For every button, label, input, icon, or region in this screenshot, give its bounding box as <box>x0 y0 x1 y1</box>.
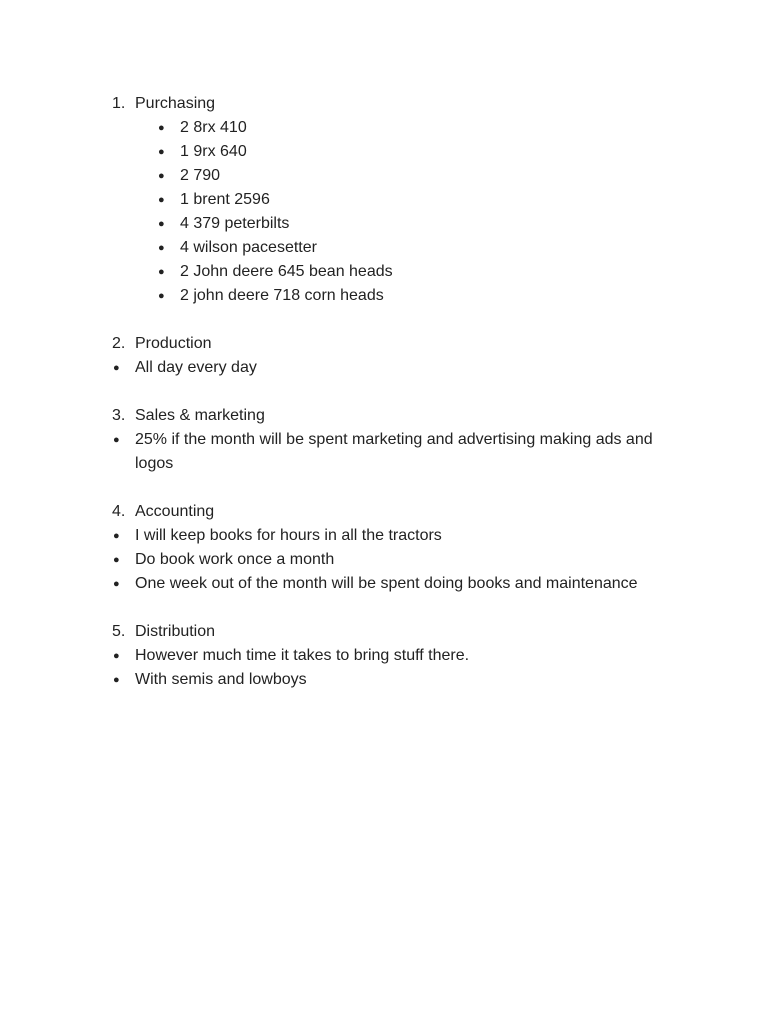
list-item-text: 25% if the month will be spent marketing and advertising making ads and logos <box>135 431 653 472</box>
bullet-icon: ● <box>113 554 120 566</box>
section-title: Purchasing <box>135 95 216 112</box>
list-item-text: All day every day <box>135 359 257 376</box>
list-item <box>0 260 768 284</box>
bullet-list <box>0 116 768 308</box>
section-sales-marketing <box>0 404 768 476</box>
list-item <box>0 116 768 140</box>
bullet-icon: ● <box>113 650 120 662</box>
document-body <box>0 92 768 716</box>
section-purchasing <box>0 92 768 308</box>
bullet-icon: ● <box>158 242 165 254</box>
bullet-icon: ● <box>158 170 165 182</box>
list-item <box>0 548 768 572</box>
bullet-list <box>0 356 768 380</box>
list-item <box>0 356 768 380</box>
list-item <box>0 668 768 692</box>
section-number: 5. <box>112 623 126 640</box>
bullet-icon: ● <box>158 266 165 278</box>
list-item-text: 2 john deere 718 corn heads <box>180 287 384 304</box>
list-item <box>0 140 768 164</box>
list-item-text: However much time it takes to bring stuff there. <box>135 647 470 664</box>
list-item-text: 1 brent 2596 <box>180 191 270 208</box>
list-item-text: 2 John deere 645 bean heads <box>180 263 393 280</box>
section-heading <box>0 500 768 524</box>
list-item <box>0 236 768 260</box>
section-heading <box>0 620 768 644</box>
bullet-list <box>0 644 768 692</box>
section-heading <box>0 332 768 356</box>
bullet-icon: ● <box>113 434 120 446</box>
list-item <box>0 188 768 212</box>
bullet-icon: ● <box>113 530 120 542</box>
list-item-text: Do book work once a month <box>135 551 335 568</box>
list-item <box>0 644 768 668</box>
bullet-list <box>0 524 768 596</box>
section-production <box>0 332 768 380</box>
bullet-icon: ● <box>158 122 165 134</box>
section-heading <box>0 404 768 428</box>
bullet-icon: ● <box>158 218 165 230</box>
bullet-icon: ● <box>113 578 120 590</box>
section-number: 1. <box>112 95 126 112</box>
bullet-icon: ● <box>158 194 165 206</box>
section-number: 4. <box>112 503 126 520</box>
section-title: Accounting <box>135 503 215 520</box>
list-item <box>0 284 768 308</box>
section-title: Distribution <box>135 623 216 640</box>
section-title: Production <box>135 335 212 352</box>
section-number: 2. <box>112 335 126 352</box>
list-item <box>0 428 768 476</box>
bullet-icon: ● <box>113 674 120 686</box>
list-item-text: 2 8rx 410 <box>180 119 247 136</box>
section-heading <box>0 92 768 116</box>
list-item-text: 1 9rx 640 <box>180 143 247 160</box>
list-item <box>0 212 768 236</box>
section-number: 3. <box>112 407 126 424</box>
section-accounting <box>0 500 768 596</box>
bullet-icon: ● <box>158 290 165 302</box>
list-item <box>0 164 768 188</box>
list-item-text: 2 790 <box>180 167 221 184</box>
list-item <box>0 524 768 548</box>
bullet-icon: ● <box>113 362 120 374</box>
bullet-icon: ● <box>158 146 165 158</box>
list-item-text: I will keep books for hours in all the tractors <box>135 527 442 544</box>
list-item-text: One week out of the month will be spent doing books and maintenance <box>135 575 638 592</box>
bullet-list <box>0 428 768 476</box>
list-item-text: With semis and lowboys <box>135 671 307 688</box>
section-title: Sales & marketing <box>135 407 265 424</box>
list-item-text: 4 379 peterbilts <box>180 215 290 232</box>
list-item <box>0 572 768 596</box>
section-distribution <box>0 620 768 692</box>
list-item-text: 4 wilson pacesetter <box>180 239 317 256</box>
